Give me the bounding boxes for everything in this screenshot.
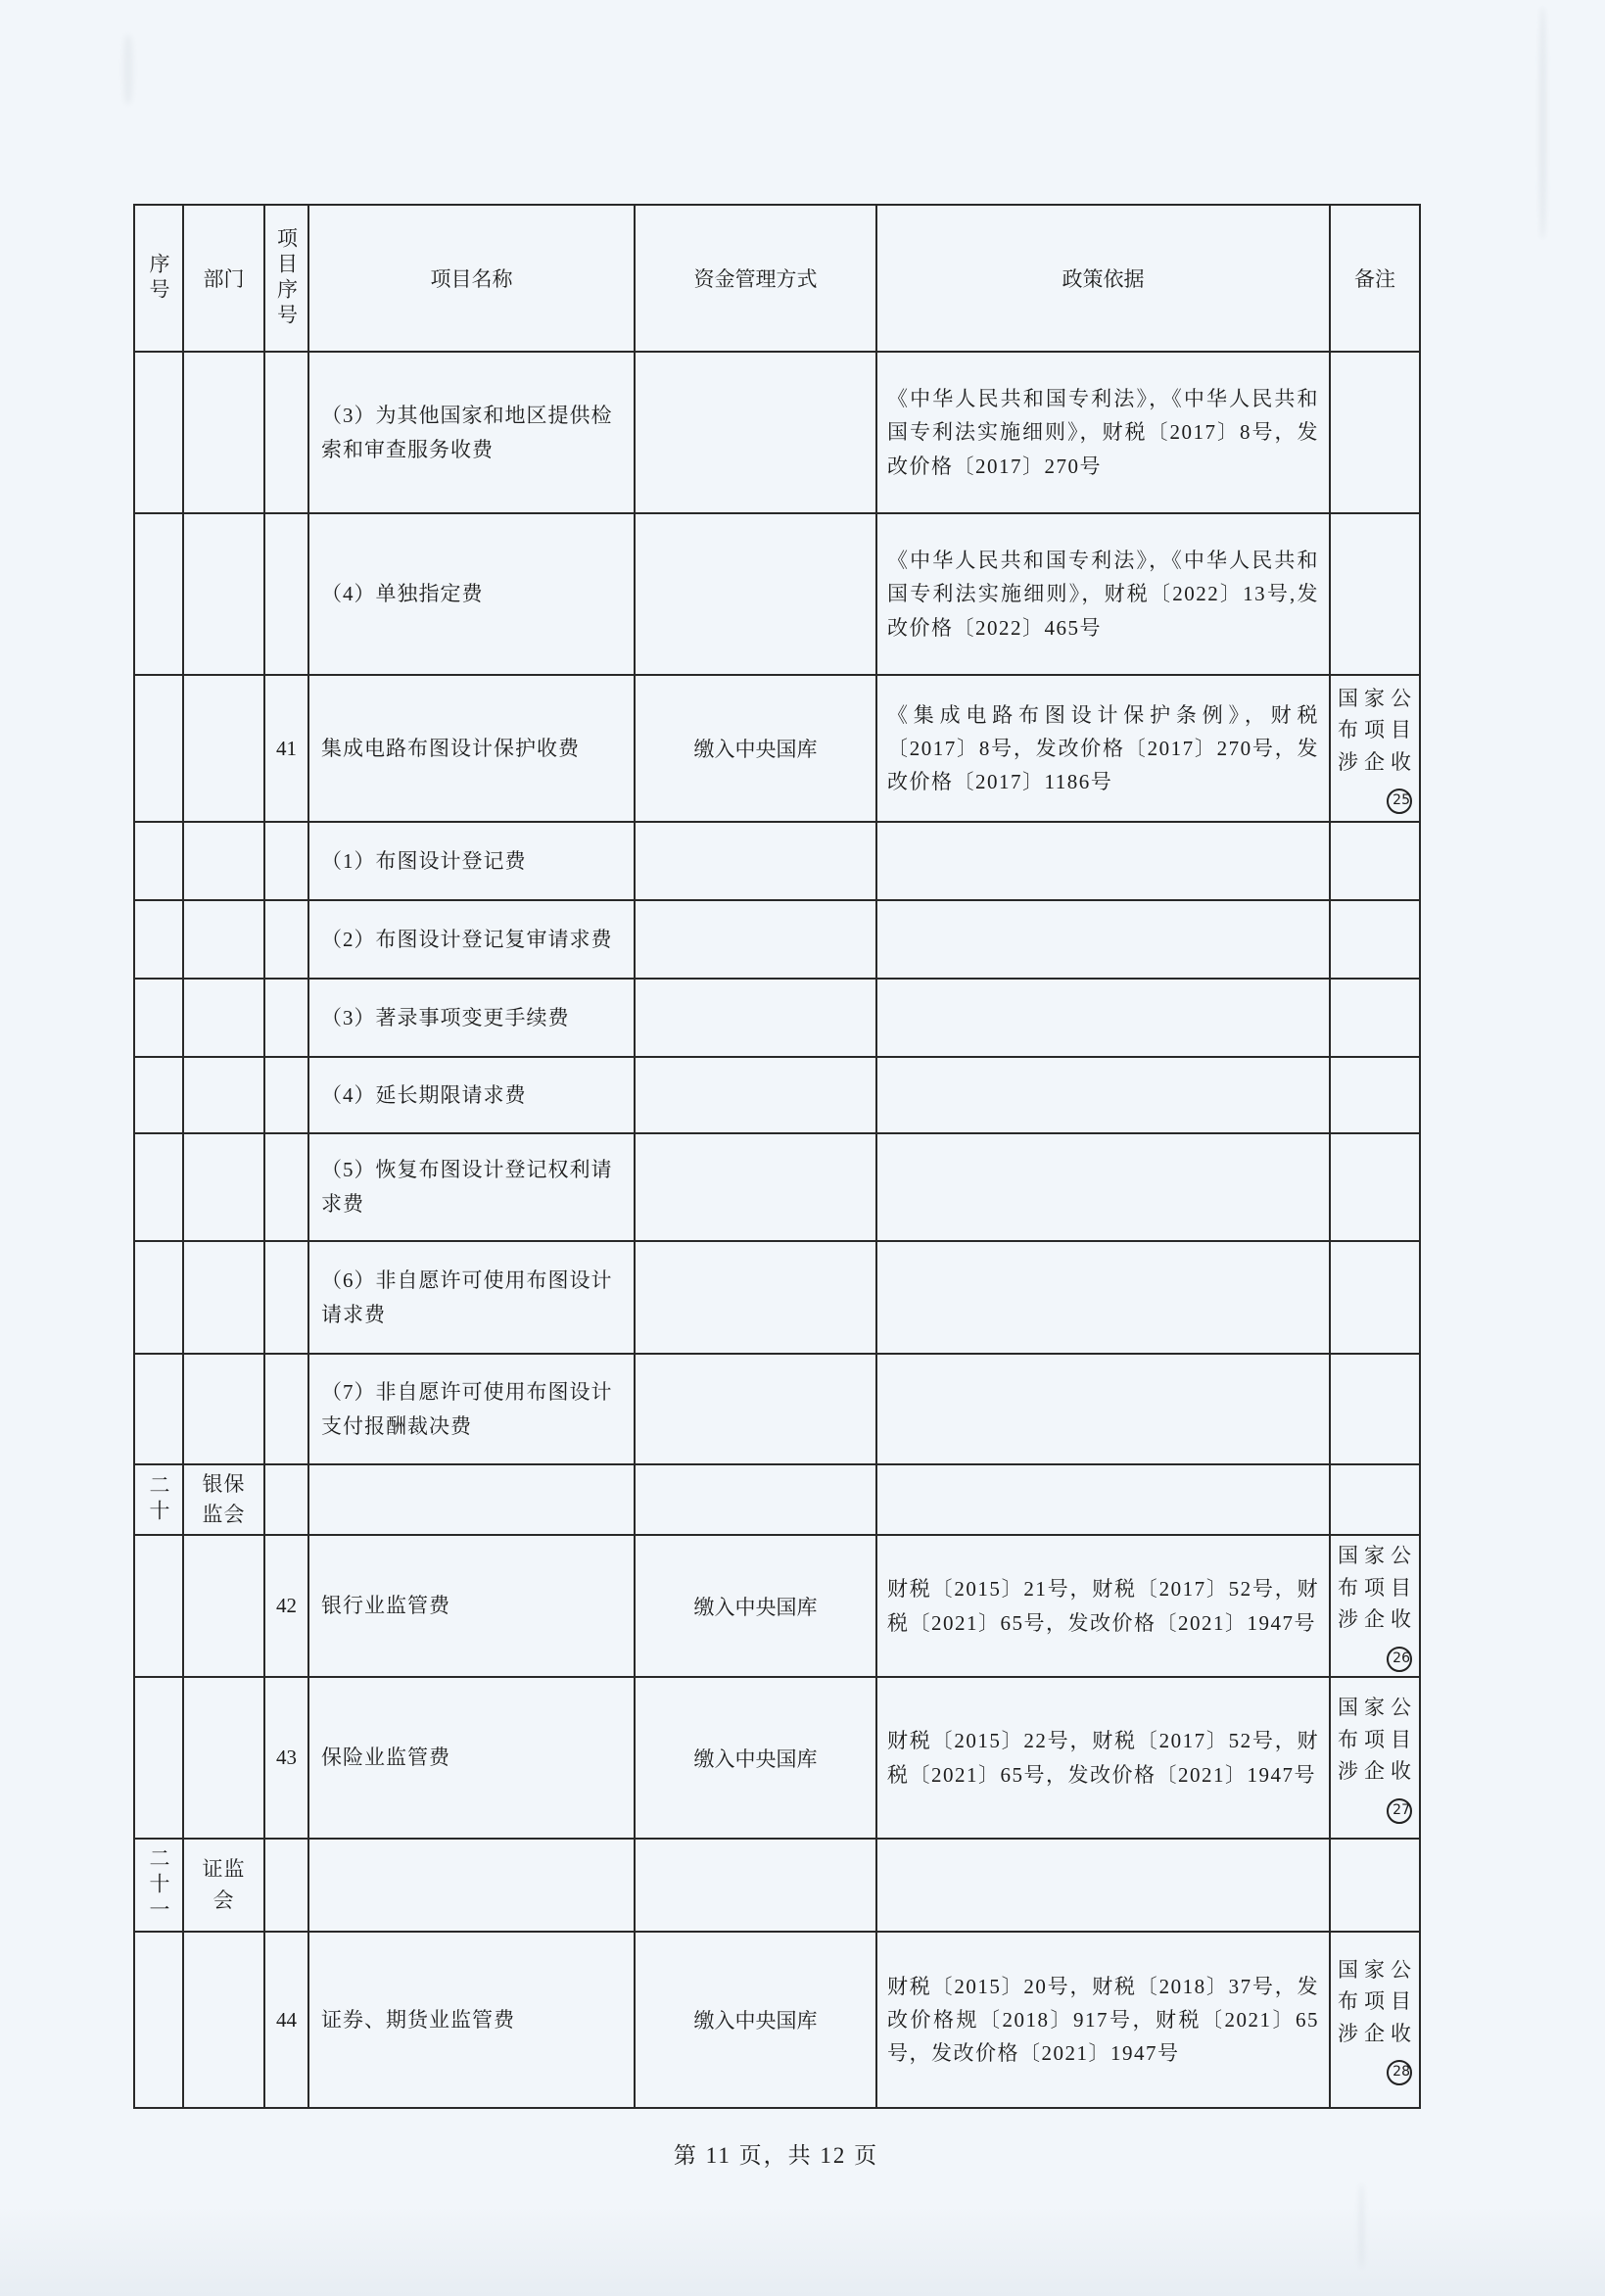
col-header-item-name: 项目名称 bbox=[308, 205, 635, 352]
fund-cell bbox=[635, 1464, 876, 1535]
seq-cell bbox=[134, 822, 183, 900]
remark-cell bbox=[1330, 1241, 1420, 1354]
table-row bbox=[134, 1464, 1420, 1535]
item-no-cell bbox=[264, 1133, 308, 1241]
item-no-cell: 42 bbox=[264, 1535, 308, 1677]
item-no-cell bbox=[264, 1057, 308, 1133]
scan-artifact bbox=[123, 35, 133, 104]
dept-cell bbox=[183, 1535, 264, 1677]
item-name-cell: 证券、期货业监管费 bbox=[308, 1932, 635, 2108]
policy-cell bbox=[876, 900, 1330, 979]
table-row bbox=[134, 900, 1420, 979]
item-name-cell: （7）非自愿许可使用布图设计支付报酬裁决费 bbox=[308, 1354, 635, 1464]
dept-cell bbox=[183, 900, 264, 979]
policy-cell bbox=[876, 1133, 1330, 1241]
col-header-seq-label: 序号 bbox=[147, 253, 170, 304]
fund-cell bbox=[635, 1241, 876, 1354]
scan-artifact bbox=[1539, 8, 1546, 238]
col-header-remark: 备注 bbox=[1330, 205, 1420, 352]
fund-cell: 缴入中央国库 bbox=[635, 1677, 876, 1839]
item-no-cell bbox=[264, 1464, 308, 1535]
col-header-fund: 资金管理方式 bbox=[635, 205, 876, 352]
remark-cell bbox=[1330, 979, 1420, 1057]
policy-cell: 《集成电路布图设计保护条例》，财税〔2017〕8号，发改价格〔2017〕270号，发改价格〔2017〕1186号 bbox=[876, 675, 1330, 822]
seq-cell bbox=[134, 1677, 183, 1839]
fund-cell bbox=[635, 352, 876, 513]
table-row bbox=[134, 675, 1420, 822]
dept-cell bbox=[183, 352, 264, 513]
fund-cell bbox=[635, 1133, 876, 1241]
dept-cell bbox=[183, 979, 264, 1057]
item-no-cell: 44 bbox=[264, 1932, 308, 2108]
circled-number-badge: 25 bbox=[1387, 789, 1412, 814]
table-row bbox=[134, 1354, 1420, 1464]
table-row bbox=[134, 513, 1420, 675]
policy-cell bbox=[876, 1354, 1330, 1464]
seq-cell bbox=[134, 513, 183, 675]
dept-cell bbox=[183, 675, 264, 822]
item-name-cell: （4）单独指定费 bbox=[308, 513, 635, 675]
item-no-cell bbox=[264, 900, 308, 979]
seq-cell bbox=[134, 352, 183, 513]
remark-cell bbox=[1330, 513, 1420, 675]
item-no-cell bbox=[264, 1839, 308, 1932]
remark-cell: 国家公布项目涉企收26 bbox=[1330, 1535, 1420, 1677]
policy-cell bbox=[876, 1464, 1330, 1535]
item-no-cell bbox=[264, 513, 308, 675]
fund-cell bbox=[635, 1354, 876, 1464]
dept-cell bbox=[183, 1932, 264, 2108]
item-name-cell: （2）布图设计登记复审请求费 bbox=[308, 900, 635, 979]
policy-cell: 财税〔2015〕20号，财税〔2018〕37号，发改价格规〔2018〕917号，财税〔2021〕65号，发改价格〔2021〕1947号 bbox=[876, 1932, 1330, 2108]
item-name-cell: （4）延长期限请求费 bbox=[308, 1057, 635, 1133]
col-header-item-no bbox=[264, 205, 308, 352]
remark-cell: 国家公布项目涉企收27 bbox=[1330, 1677, 1420, 1839]
table-row bbox=[134, 1133, 1420, 1241]
col-header-policy: 政策依据 bbox=[876, 205, 1330, 352]
dept-cell: 银保监会 bbox=[183, 1464, 264, 1535]
policy-cell bbox=[876, 1241, 1330, 1354]
page-footer: 第 11 页，共 12 页 bbox=[673, 2143, 879, 2168]
remark-cell bbox=[1330, 352, 1420, 513]
table-row bbox=[134, 1839, 1420, 1932]
col-header-item-no-label: 项目序号 bbox=[274, 227, 299, 329]
item-name-cell bbox=[308, 1839, 635, 1932]
seq-cell bbox=[134, 675, 183, 822]
policy-cell: 财税〔2015〕22号，财税〔2017〕52号，财税〔2021〕65号，发改价格〔2021〕1947号 bbox=[876, 1677, 1330, 1839]
seq-cell bbox=[134, 1932, 183, 2108]
item-name-cell: （3）著录事项变更手续费 bbox=[308, 979, 635, 1057]
seq-cell bbox=[134, 1354, 183, 1464]
item-name-cell: （5）恢复布图设计登记权利请求费 bbox=[308, 1133, 635, 1241]
seq-cell: 二十 bbox=[134, 1464, 183, 1535]
fund-cell bbox=[635, 1057, 876, 1133]
fund-cell: 缴入中央国库 bbox=[635, 1535, 876, 1677]
table-row bbox=[134, 1535, 1420, 1677]
fund-cell: 缴入中央国库 bbox=[635, 675, 876, 822]
item-no-cell bbox=[264, 1354, 308, 1464]
remark-cell bbox=[1330, 1839, 1420, 1932]
dept-cell bbox=[183, 1057, 264, 1133]
policy-cell: 财税〔2015〕21号，财税〔2017〕52号，财税〔2021〕65号，发改价格〔2021〕1947号 bbox=[876, 1535, 1330, 1677]
scan-artifact bbox=[1359, 2184, 1364, 2268]
item-name-cell: 保险业监管费 bbox=[308, 1677, 635, 1839]
table-row bbox=[134, 979, 1420, 1057]
policy-cell: 《中华人民共和国专利法》，《中华人民共和国专利法实施细则》，财税〔2017〕8号，发改价格〔2017〕270号 bbox=[876, 352, 1330, 513]
dept-cell bbox=[183, 513, 264, 675]
seq-cell bbox=[134, 1133, 183, 1241]
policy-cell bbox=[876, 822, 1330, 900]
fund-cell bbox=[635, 1839, 876, 1932]
table-row bbox=[134, 1057, 1420, 1133]
dept-cell bbox=[183, 1354, 264, 1464]
item-name-cell: 集成电路布图设计保护收费 bbox=[308, 675, 635, 822]
item-name-cell: （1）布图设计登记费 bbox=[308, 822, 635, 900]
item-no-cell: 41 bbox=[264, 675, 308, 822]
dept-cell bbox=[183, 1241, 264, 1354]
item-no-cell bbox=[264, 979, 308, 1057]
seq-cell bbox=[134, 1241, 183, 1354]
remark-cell: 国家公布项目涉企收28 bbox=[1330, 1932, 1420, 2108]
table-row bbox=[134, 1932, 1420, 2108]
circled-number-badge: 28 bbox=[1387, 2060, 1412, 2085]
dept-cell bbox=[183, 1133, 264, 1241]
item-name-cell: 银行业监管费 bbox=[308, 1535, 635, 1677]
seq-cell bbox=[134, 1057, 183, 1133]
fund-cell bbox=[635, 979, 876, 1057]
dept-cell bbox=[183, 1677, 264, 1839]
col-header-seq bbox=[134, 205, 183, 352]
item-no-cell bbox=[264, 1241, 308, 1354]
remark-cell bbox=[1330, 1133, 1420, 1241]
remark-cell bbox=[1330, 1354, 1420, 1464]
remark-cell: 国家公布项目涉企收25 bbox=[1330, 675, 1420, 822]
dept-cell: 证监会 bbox=[183, 1839, 264, 1932]
policy-cell: 《中华人民共和国专利法》，《中华人民共和国专利法实施细则》，财税〔2022〕13号,发改价格〔2022〕465号 bbox=[876, 513, 1330, 675]
seq-cell bbox=[134, 1535, 183, 1677]
table-row bbox=[134, 352, 1420, 513]
remark-cell bbox=[1330, 1057, 1420, 1133]
policy-cell bbox=[876, 979, 1330, 1057]
item-no-cell: 43 bbox=[264, 1677, 308, 1839]
item-no-cell bbox=[264, 352, 308, 513]
fund-cell: 缴入中央国库 bbox=[635, 1932, 876, 2108]
policy-cell bbox=[876, 1839, 1330, 1932]
table-header-row bbox=[134, 205, 1420, 352]
circled-number-badge: 27 bbox=[1387, 1798, 1412, 1824]
table-row bbox=[134, 1677, 1420, 1839]
policy-cell bbox=[876, 1057, 1330, 1133]
seq-cell: 二十一 bbox=[134, 1839, 183, 1932]
table-row bbox=[134, 822, 1420, 900]
fee-items-table bbox=[133, 204, 1421, 2109]
remark-cell bbox=[1330, 1464, 1420, 1535]
item-name-cell bbox=[308, 1464, 635, 1535]
dept-cell bbox=[183, 822, 264, 900]
fund-cell bbox=[635, 822, 876, 900]
remark-cell bbox=[1330, 822, 1420, 900]
remark-cell bbox=[1330, 900, 1420, 979]
item-name-cell: （6）非自愿许可使用布图设计请求费 bbox=[308, 1241, 635, 1354]
item-name-cell: （3）为其他国家和地区提供检索和审查服务收费 bbox=[308, 352, 635, 513]
item-no-cell bbox=[264, 822, 308, 900]
fund-cell bbox=[635, 900, 876, 979]
circled-number-badge: 26 bbox=[1387, 1647, 1412, 1672]
col-header-dept: 部门 bbox=[183, 205, 264, 352]
fund-cell bbox=[635, 513, 876, 675]
table-row bbox=[134, 1241, 1420, 1354]
seq-cell bbox=[134, 979, 183, 1057]
seq-cell bbox=[134, 900, 183, 979]
